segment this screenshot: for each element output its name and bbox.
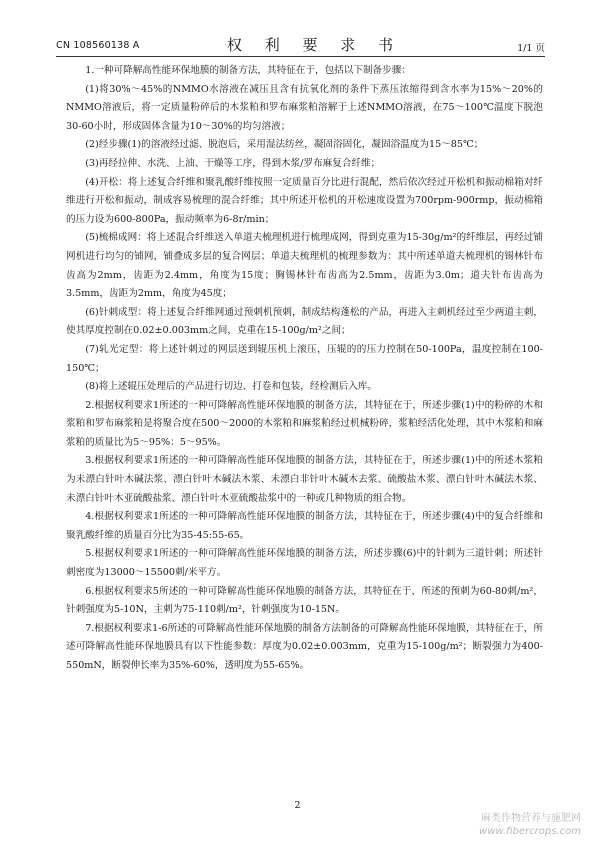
claim-4: 4.根据权利要求1所述的一种可降解高性能环保地膜的制备方法，其特征在于，所述步骤(4)中的复合纤维和聚乳酸纤维的质量百分比为35-45:55-65。 bbox=[66, 511, 543, 541]
claim-1-step-1: (1)将30%～45%的NMMO水溶液在减压且含有抗氧化剂的条件下蒸压浓缩得到含水率为15%～20%的NMMO溶液后，将一定质量粉碎后的木浆粕和罗布麻浆粕溶解于上述NMMO溶液，在75～100℃温度下脱泡30-60小时，形成固体含量为10～30%的均匀溶液； bbox=[66, 83, 543, 132]
site-watermark bbox=[479, 812, 581, 838]
page-header bbox=[56, 34, 545, 54]
claim-1-step-8: (8)将上述辊压处理后的产品进行切边、打卷和包装，经检测后入库。 bbox=[85, 381, 377, 393]
claim-3: 3.根据权利要求1所述的一种可降解高性能环保地膜的制备方法，其特征在于，所述步骤(1)中的所述木浆粕为未漂白针叶木碱法浆、漂白针叶木碱法木浆、未漂白非针叶木碱木去浆、硫酸盐木浆、漂白针叶木碱法木浆、未漂白针叶木亚硫酸盐浆、漂白针叶木亚硫酸盐浆中的一种或几种物质的组合物。 bbox=[66, 455, 543, 504]
watermark-site-name: 麻类作物营养与施肥网 bbox=[481, 813, 581, 824]
claims-body bbox=[66, 62, 543, 676]
claim-1-step-2: (2)经步骤(1)的溶液经过滤、脱泡后，采用湿法纺丝，凝固浴固化，凝固浴温度为15～85℃； bbox=[85, 139, 484, 151]
page-number: 2 bbox=[294, 800, 301, 811]
watermark-url: www.fibercrops.com bbox=[479, 826, 581, 837]
claim-1-intro: 1.一种可降解高性能环保地膜的制备方法，其特征在于，包括以下制备步骤： bbox=[85, 65, 411, 76]
claim-1-step-4: (4)开松：将上述复合纤维和聚乳酸纤维按照一定质量百分比进行混配，然后依次经过开松机和振动棉箱对纤维进行开松和振动，制成容易梳理的混合纤维；其中所述开松机的开松速度设置为700rpm-900rmp，振动棉箱的压力设为600-800Pa，振动频率为6-8r/min； bbox=[66, 176, 543, 225]
claim-7: 7.根据权利要求1-6所述的可降解高性能环保地膜的制备方法制备的可降解高性能环保地膜，其特征在于，所述可降解高性能环保地膜具有以下性能参数：厚度为0.02±0.003mm，克重为15-100g/m²；断裂强力为400-550mN，断裂伸长率为35%-60%，透明度为55-65%。 bbox=[66, 622, 543, 671]
claim-6: 6.根据权利要求5所述的一种可降解高性能环保地膜的制备方法，其特征在于，所述的预刺为60-80刺/m²，针刺强度为5-10N，主刺为75-110刺/m²，针刺强度为10-15N。 bbox=[66, 585, 543, 616]
header-divider bbox=[56, 56, 545, 57]
claim-1-step-5: (5)梳棉成网：将上述混合纤维送入单道夫梳理机进行梳理成网，得到克重为15-30g/m²的纤维层，再经过铺网机进行均匀的铺网，铺叠成多层的复合网层；单道夫梳理机的梳理参数为：其中所述单道夫梳理机的锡林针布齿高为2mm，齿距为2.4mm，角度为15度；胸锡林针布齿高为2.5mm，齿距为3.0m；道夫针布齿高为3.5mm，齿距为2mm，角度为45度； bbox=[66, 232, 543, 300]
claim-1-step-7: (7)轧光定型：将上述针刺过的网层送到辊压机上滚压，压辊的的压力控制在50-100Pa，温度控制在100-150℃； bbox=[66, 343, 543, 374]
claim-2: 2.根据权利要求1所述的一种可降解高性能环保地膜的制备方法，其特征在于，所述步骤(1)中的粉碎的木和浆粕和罗布麻浆粕是将聚合度在500～2000的木浆粕和麻浆粕经过机械粉碎，浆粕经活化处理，其中木浆粕和麻浆粕的质量比为5～95%：5～95%。 bbox=[66, 399, 543, 448]
claim-1-step-6: (6)针刺成型：将上述复合纤维网通过预刺机预刺，制成结构蓬松的产品，再进入主刺机经过至少两道主刺，使其厚度控制在0.02±0.003mm之间，克重在15-100g/m²之间； bbox=[66, 306, 543, 337]
claim-1-step-3: (3)再经拉伸、水洗、上油、干燥等工序，得到木浆/罗布麻复合纤维； bbox=[85, 157, 381, 169]
claim-5: 5.根据权利要求1所述的一种可降解高性能环保地膜的制备方法，所述步骤(6)中的针刺为三道针刺；所述针刺密度为13000～15500刺/米平方。 bbox=[66, 548, 543, 579]
document-title: 权 利 要 求 书 bbox=[226, 36, 403, 54]
document-number: CN 108560138 A bbox=[56, 40, 140, 51]
page-fraction: 1/1 页 bbox=[517, 43, 545, 54]
